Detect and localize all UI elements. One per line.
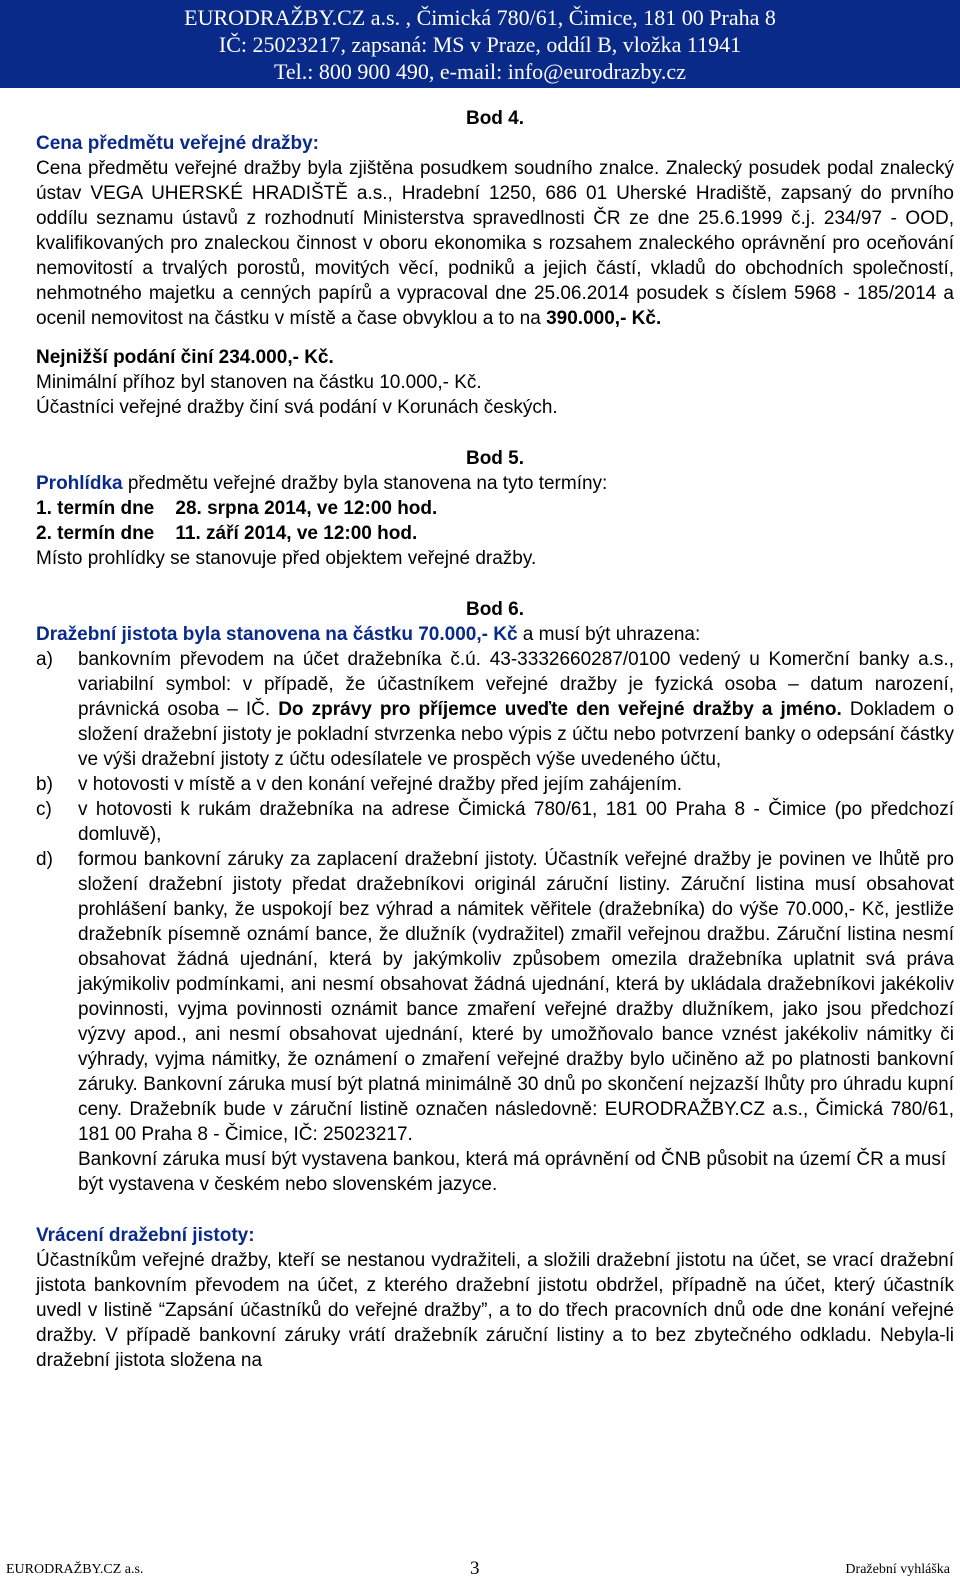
header-company-address: EURODRAŽBY.CZ a.s. , Čimická 780/61, Čimice, 181 00 Praha 8 bbox=[184, 5, 776, 30]
inspection-place: Místo prohlídky se stanovuje před objektem veřejné dražby. bbox=[36, 548, 537, 569]
payment-option-b: b) v hotovosti v místě a v den konání veřejné dražby před jejím zahájením. bbox=[36, 774, 683, 795]
header-contact: Tel.: 800 900 490, e-mail: info@eurodrazby.cz bbox=[274, 59, 686, 84]
document-body bbox=[36, 106, 954, 1373]
page-number: 3 bbox=[470, 1558, 480, 1579]
bod6-heading: Bod 6. bbox=[465, 599, 525, 620]
refund-paragraph: Účastníkům veřejné dražby, kteří se nestanou vydražiteli, a složili dražební jistotu na účet, se vrací dražební jistota bankovním převodem na účet, z kterého dražební jistotu obdržel, případně na účet, který účastník uvedl v listině “Zapsání účastníků do veřejné dražby”, a to do třech pracovních dnů ode dne konání veřejné dražby. V případě bankovní záruky vrátí dražebník záruční listiny a to bez zbytečného odkladu. Nebyla-li dražební jistota složena na bbox=[36, 1250, 954, 1371]
refund-title: Vrácení dražební jistoty: bbox=[36, 1225, 255, 1246]
bod4-price: 390.000,- Kč. bbox=[546, 308, 662, 329]
payment-option-c: c) v hotovosti k rukám dražebníka na adrese Čimická 780/61, 181 00 Praha 8 - Čimice (po předchozí domluvě), bbox=[36, 799, 954, 845]
bod4-heading: Bod 4. bbox=[465, 108, 525, 129]
bod5-title: Prohlídka předmětu veřejné dražby byla stanovena na tyto termíny: bbox=[36, 473, 608, 494]
payment-option-d: d) formou bankovní záruky za zaplacení dražební jistoty. Účastník veřejné dražby je povinen ve lhůtě pro složení dražební jistoty předat dražebníkovi originál záruční listiny. Záruční listina musí obsahovat prohlášení banky, že uspokojí bez výhrad a námitek věřitele (dražebníka) do výše 70.000,- Kč, jestliže dražebník písemně oznámí bance, že dlužník (vydražitel) zmařil veřejnou dražbu. Záruční listina nesmí obsahovat žádná ujednání, která by jakýmkoliv způsobem omezila dražebníka uplatnit svá práva jakýmikoliv podmínkami, ani nesmí obsahovat žádná ujednání, která by ukládala dražebníkovi jakékoliv povinnosti, vyjma povinnosti oznámit bance zmaření veřejné dražby dlužníkem, jako jsou předchozí výzvy apod., ani nesmí obsahovat ujednání, které by umožňovalo bance vznést jakékoliv námitky či výhrady, vyjma námitky, že oznámení o zmaření veřejné dražby bylo učiněno až po platnosti bankovní záruky. Bankovní záruka musí být platná minimálně 30 dnů po skončení nejzazší lhůty pro úhradu kupní ceny. Dražebník bude v záruční listině označen následovně: EURODRAŽBY.CZ a.s., Čimická 780/61, 181 00 Praha 8 - Čimice, IČ: 25023217. bbox=[36, 849, 954, 1145]
lowest-bid: Nejnižší podání činí 234.000,- Kč. bbox=[36, 347, 334, 368]
bod4-title: Cena předmětu veřejné dražby: bbox=[36, 133, 319, 154]
inspection-term-2: 2. termín dne 11. září 2014, ve 12:00 hod. bbox=[36, 523, 418, 544]
company-header bbox=[0, 0, 960, 88]
inspection-term-1: 1. termín dne 28. srpna 2014, ve 12:00 hod. bbox=[36, 498, 438, 519]
footer-company: EURODRAŽBY.CZ a.s. bbox=[6, 1562, 144, 1577]
bod4-paragraph: Cena předmětu veřejné dražby byla zjištěna posudkem soudního znalce. Znalecký posudek podal znalecký ústav VEGA UHERSKÉ HRADIŠTĚ a.s., Hradební 1250, 686 01 Uherské Hradiště, zapsaný do prvního oddílu seznamu ústavů z rozhodnutí Ministerstva spravedlnosti ČR ze dne 25.6.1999 č.j. 234/97 - OOD, kvalifikovaných pro znaleckou činnost v oboru ekonomika s rozsahem znaleckého oprávnění pro oceňování nemovitostí a trvalých porostů, movitých věcí, podniků a jejich částí, vkladů do obchodních společností, nehmotného majetku a cenných papírů a vypracoval dne 25.06.2014 posudek s číslem 5968 - 185/2014 a ocenil nemovitost na částku v místě a čase obvyklou a to na 390.000,- Kč. bbox=[36, 158, 954, 329]
header-registration: IČ: 25023217, zapsaná: MS v Praze, oddíl B, vložka 11941 bbox=[218, 32, 742, 57]
currency-note: Účastníci veřejné dražby činí svá podání v Korunách českých. bbox=[36, 397, 558, 418]
payment-option-a: a) bankovním převodem na účet dražebníka č.ú. 43-3332660287/0100 vedený u Komerční banky a.s., variabilní symbol: v případě, že účastníkem veřejné dražby je fyzická osoba – datum narození, právnická osoba – IČ. Do zprávy pro příjemce uveďte den veřejné dražby a jméno. Dokladem o složení dražební jistoty je pokladní stvrzenka nebo výpis z účtu nebo potvrzení banky o odepsání částky ve výši dražební jistoty z účtu odesílatele ve prospěch výše uvedeného účtu, bbox=[36, 649, 954, 770]
bod5-heading: Bod 5. bbox=[465, 448, 525, 469]
bod6-title: Dražební jistota byla stanovena na částku 70.000,- Kč a musí být uhrazena: bbox=[36, 624, 701, 645]
minimum-increment: Minimální příhoz byl stanoven na částku 10.000,- Kč. bbox=[36, 372, 482, 393]
guarantee-note: Bankovní záruka musí být vystavena bankou, která má oprávnění od ČNB působit na území ČR a musí být vystavena v českém nebo slovenském jazyce. bbox=[78, 1149, 947, 1195]
footer-document-title: Dražební vyhláška bbox=[845, 1562, 950, 1577]
page-footer bbox=[0, 1558, 960, 1581]
